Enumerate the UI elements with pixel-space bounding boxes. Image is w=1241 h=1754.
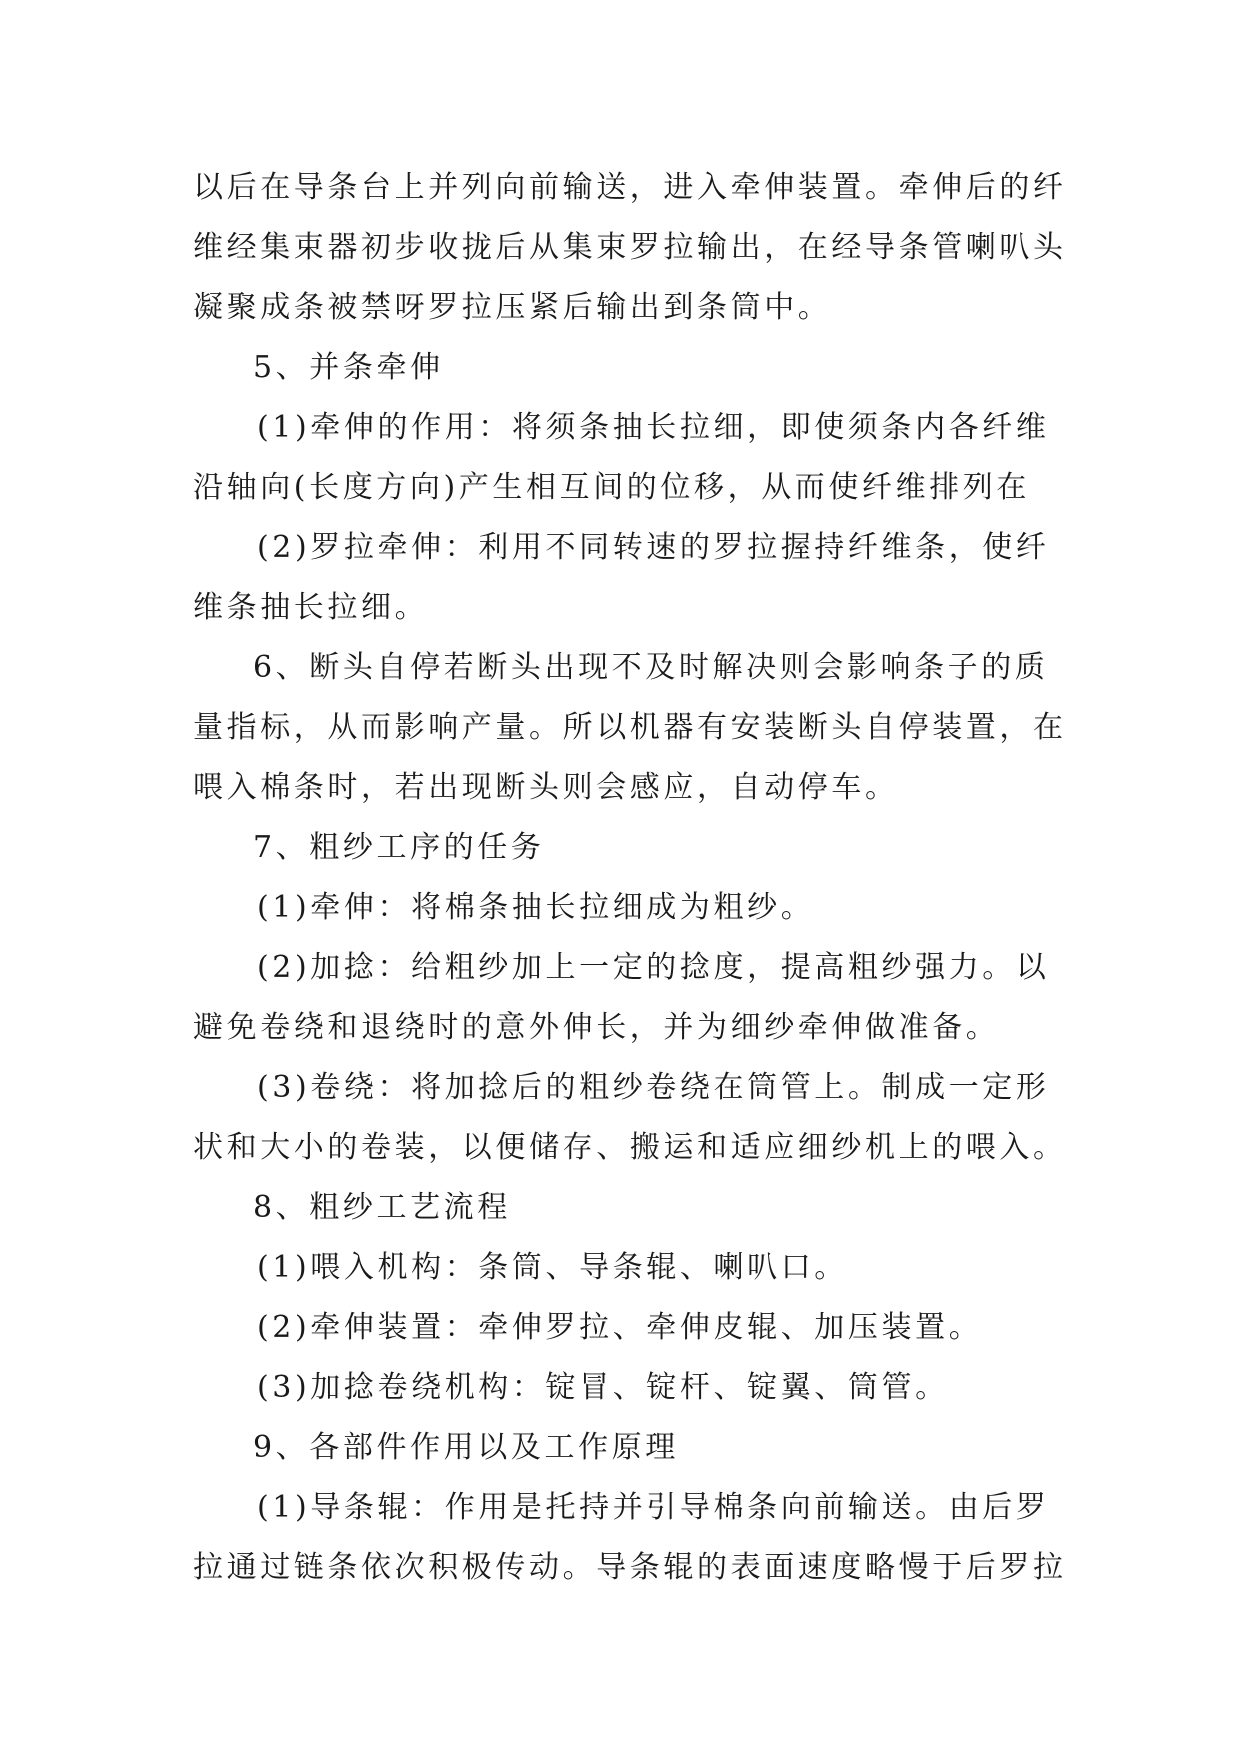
text-line: 避免卷绕和退绕时的意外伸长，并为细纱牵伸做准备。 [193, 1010, 1000, 1045]
section-heading: 5、并条牵伸 [253, 350, 444, 385]
text-line: 喂入棉条时，若出现断头则会感应，自动停车。 [193, 770, 899, 805]
list-item: (2)罗拉牵伸：利用不同转速的罗拉握持纤维条，使纤 [257, 530, 1050, 565]
text-line: 状和大小的卷装，以便储存、搬运和适应细纱机上的喂入。 [193, 1130, 1067, 1165]
section-heading: 8、粗纱工艺流程 [253, 1190, 511, 1225]
list-item: (1)导条辊：作用是托持并引导棉条向前输送。由后罗 [257, 1490, 1050, 1525]
list-item: (3)加捻卷绕机构：锭冒、锭杆、锭翼、筒管。 [257, 1370, 949, 1405]
section-heading: 7、粗纱工序的任务 [253, 830, 545, 865]
list-item: (3)卷绕：将加捻后的粗纱卷绕在筒管上。制成一定形 [257, 1070, 1050, 1105]
list-item: (2)牵伸装置：牵伸罗拉、牵伸皮辊、加压装置。 [257, 1310, 983, 1345]
text-line: 维经集束器初步收拢后从集束罗拉输出，在经导条管喇叭头 [193, 230, 1067, 265]
list-item: (1)牵伸的作用：将须条抽长拉细，即使须条内各纤维 [257, 410, 1050, 445]
text-line: 沿轴向(长度方向)产生相互间的位移，从而使纤维排列在 [193, 470, 1031, 505]
section-heading: 6、断头自停若断头出现不及时解决则会影响条子的质 [253, 650, 1049, 685]
text-line: 量指标，从而影响产量。所以机器有安装断头自停装置，在 [193, 710, 1067, 745]
text-line: 凝聚成条被禁呀罗拉压紧后输出到条筒中。 [193, 290, 832, 325]
text-line: 以后在导条台上并列向前输送，进入牵伸装置。牵伸后的纤 [193, 170, 1067, 205]
text-line: 拉通过链条依次积极传动。导条辊的表面速度略慢于后罗拉 [193, 1550, 1067, 1585]
body-text [193, 158, 1073, 1598]
text-line: 维条抽长拉细。 [193, 590, 429, 625]
list-item: (1)喂入机构：条筒、导条辊、喇叭口。 [257, 1250, 848, 1285]
list-item: (1)牵伸：将棉条抽长拉细成为粗纱。 [257, 890, 815, 925]
section-heading: 9、各部件作用以及工作原理 [253, 1430, 679, 1465]
list-item: (2)加捻：给粗纱加上一定的捻度，提高粗纱强力。以 [257, 950, 1050, 985]
